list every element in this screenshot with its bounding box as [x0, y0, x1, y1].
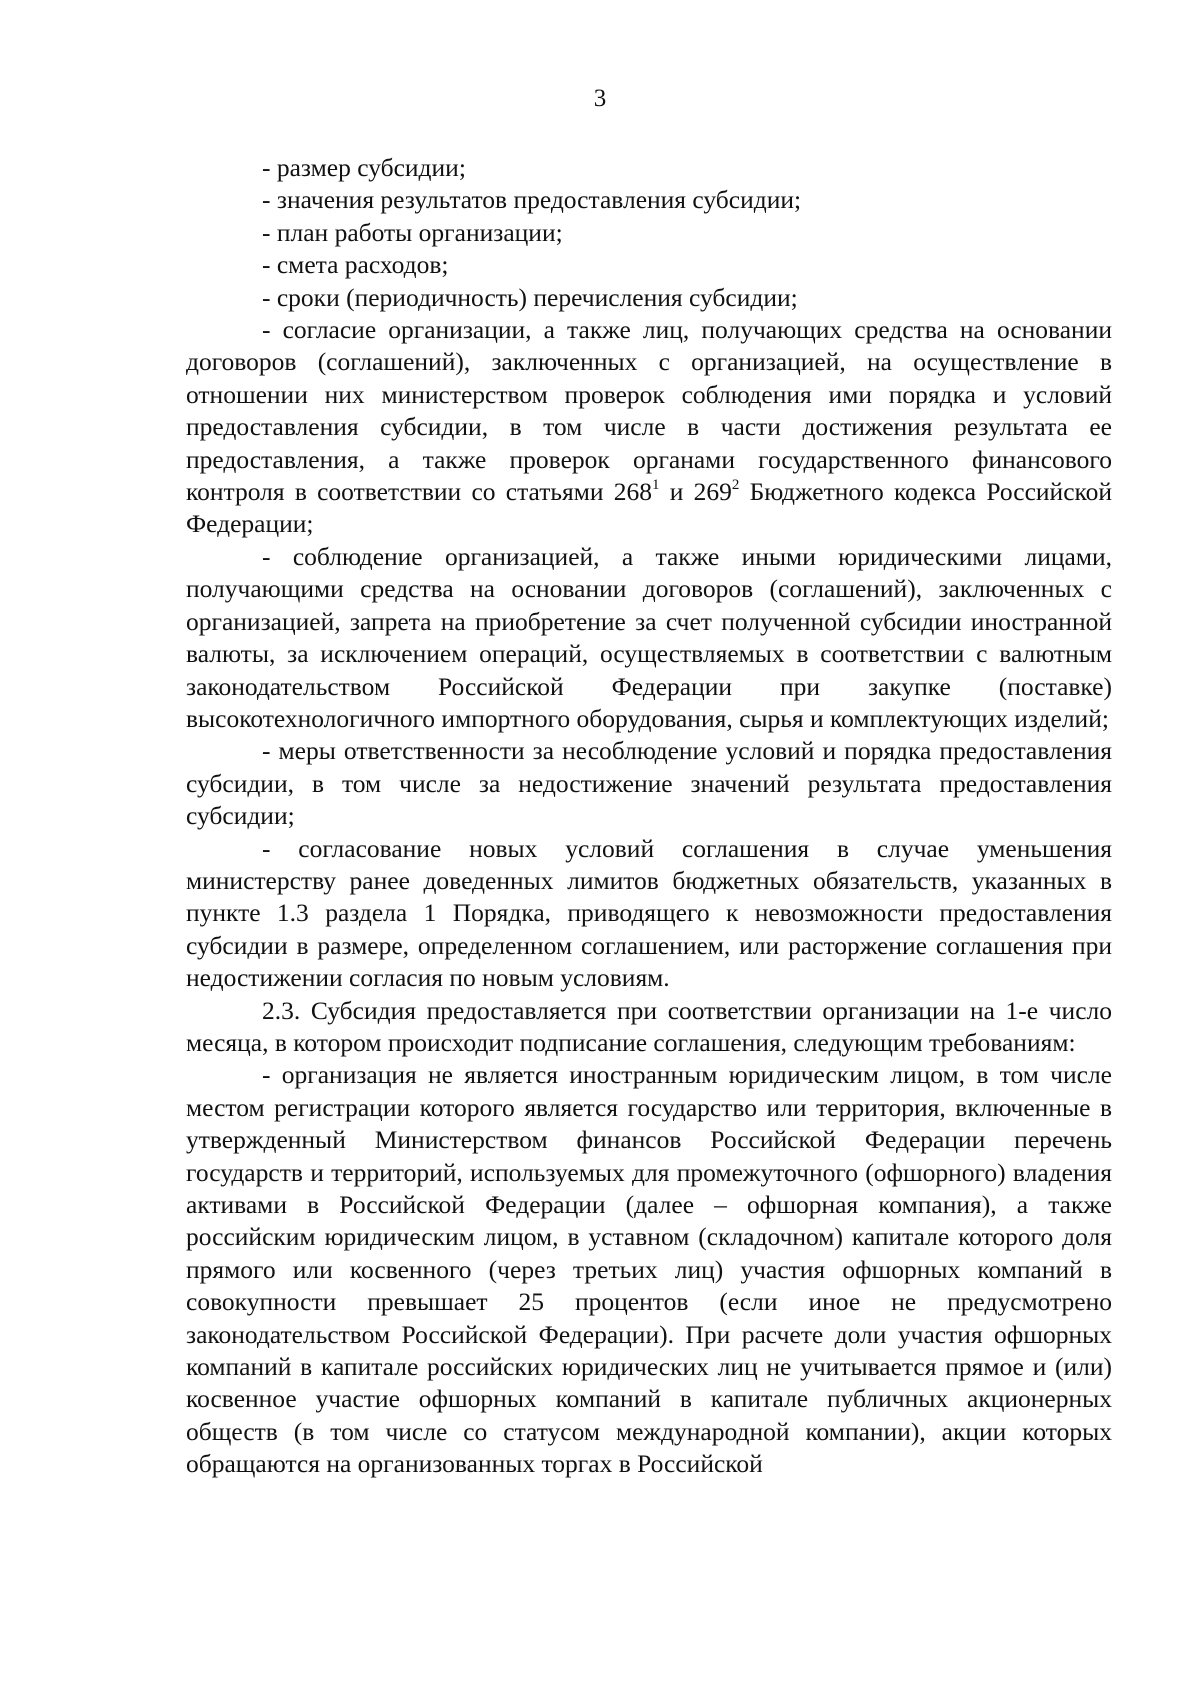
list-item-transfer-terms: - сроки (периодичность) перечисления субсидии;	[262, 282, 798, 312]
article-269-number: 269	[693, 477, 732, 507]
article-269-superscript: 2	[731, 476, 740, 493]
list-item-subsidy-amount: - размер субсидии;	[262, 153, 466, 182]
consent-conjunction: и	[659, 477, 694, 507]
consent-text-before: - согласие организации, а также лиц, получающих средства на основании договоров (соглашений), заключенных с организацией, на осуществление в отношении них министерством проверок соблюдения ими порядка и условий предоставления субсидии, в том числе в части достижения результата ее предоставления, а также проверок органами государственного финансового контроля в соответствии со статьями	[186, 315, 1112, 507]
paragraph-section-2-3: 2.3. Субсидия предоставляется при соответствии организации на 1-е число месяца, в котором происходит подписание соглашения, следующим требованиям:	[186, 995, 1112, 1057]
consent-text-after: Бюджетного кодекса Российской Федерации;	[186, 477, 1112, 539]
list-item-work-plan: - план работы организации;	[262, 217, 563, 247]
list-item-result-values: - значения результатов предоставления субсидии;	[262, 185, 802, 215]
paragraph-consent	[186, 314, 1112, 541]
article-268-superscript: 1	[651, 476, 660, 493]
paragraph-offshore-requirement: - организация не является иностранным юридическим лицом, в том числе местом регистрации которого является государство или территория, включенные в утвержденный Министерством финансов Российской Федерации перечень государств и территорий, используемых для промежуточного (офшорного) владения активами в Российской Федерации (далее – офшорная компания), а также российским юридическим лицом, в уставном (складочном) капитале которого доля прямого или косвенного (через третьих лиц) участия офшорных компаний в совокупности превышает 25 процентов (если иное не предусмотрено законодательством Российской Федерации). При расчете доли участия офшорных компаний в капитале российских юридических лиц не учитывается прямое и (или) косвенное участие офшорных компаний в капитале публичных акционерных обществ (в том числе со статусом международной компании), акции которых обращаются на организованных торгах в Российской	[186, 1060, 1112, 1479]
list-item-cost-estimate: - смета расходов;	[262, 250, 449, 280]
page-number: 3	[593, 85, 607, 112]
paragraph-liability: - меры ответственности за несоблюдение условий и порядка предоставления субсидии, в том числе за недостижение значений результата предоставления субсидии;	[186, 736, 1112, 831]
paragraph-new-conditions: - согласование новых условий соглашения в случае уменьшения министерству ранее доведенных лимитов бюджетных обязательств, указанных в пункте 1.3 раздела 1 Порядка, приводящего к невозможности предоставления субсидии в размере, определенном соглашением, или расторжение соглашения при недостижении согласия по новым условиям.	[186, 833, 1112, 993]
document-body	[186, 152, 1112, 1481]
article-268-number: 268	[613, 477, 652, 507]
paragraph-currency-ban: - соблюдение организацией, а также иными юридическими лицами, получающими средства на основании договоров (соглашений), заключенных с организацией, запрета на приобретение за счет полученной субсидии иностранной валюты, за исключением операций, осуществляемых в соответствии с валютным законодательством Российской Федерации при закупке (поставке) высокотехнологичного импортного оборудования, сырья и комплектующих изделий;	[186, 541, 1112, 733]
